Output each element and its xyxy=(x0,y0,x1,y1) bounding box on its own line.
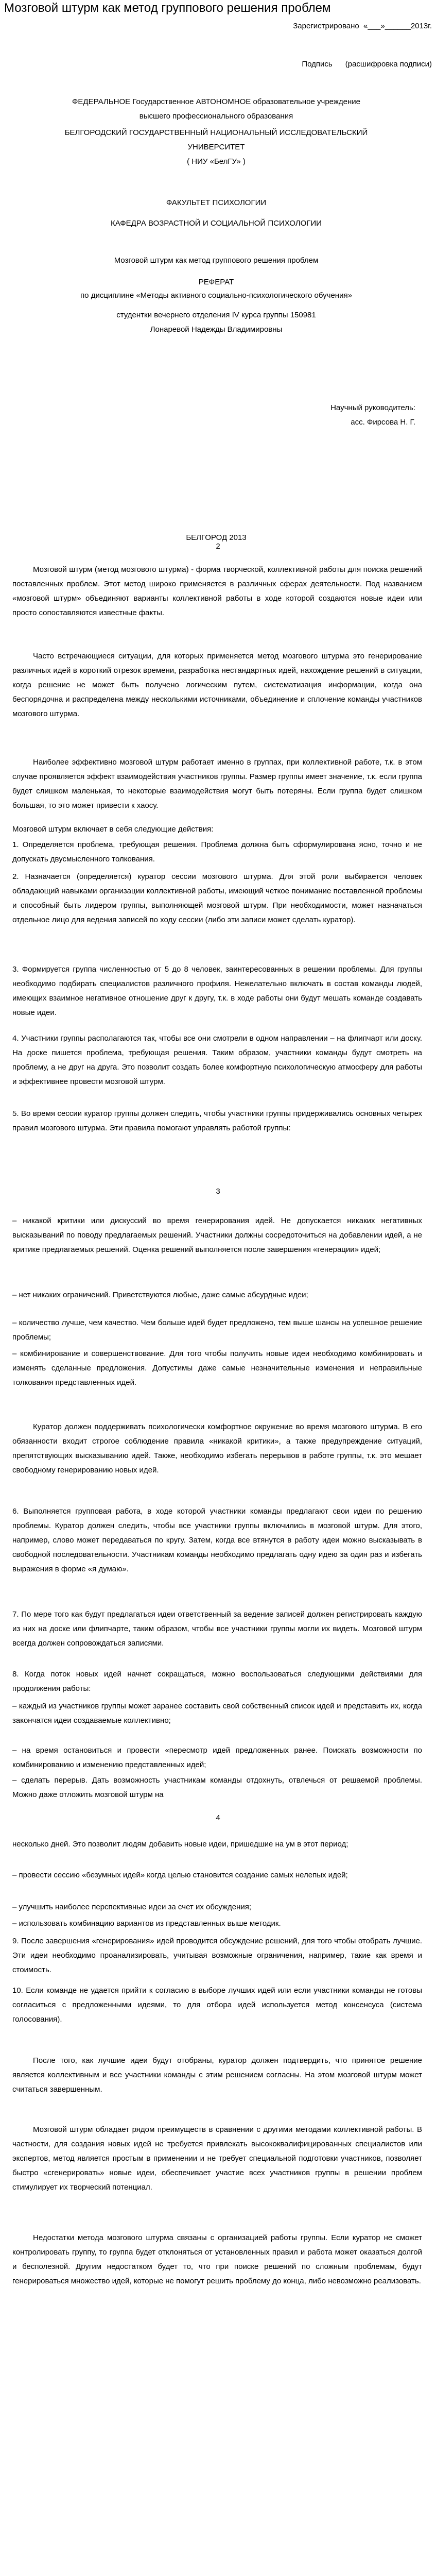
paragraph: – никакой критики или дискуссий во время генерирования идей. Не допускается никаких негативных высказываний по поводу предлагаемых решений. Участники должны сосредоточиться на добавлении идей, а не критике предлагаемых решений. Оценка решений выполняется после завершения «генерации» идей; xyxy=(12,1216,422,1254)
paragraph: – на время остановиться и провести «пересмотр идей предложенных ранее. Поискать возможности по комбинированию и изменению представленных идей; xyxy=(12,1746,422,1769)
paragraph: Мозговой штурм включает в себя следующие действия: xyxy=(12,825,214,834)
supervisor-info: Научный руководитель: асс. Фирсова Н. Г. xyxy=(330,403,415,427)
paragraph: 2. Назначается (определяется) куратор сессии мозгового штурма. Для этой роли выбирается человек обладающий навыками организации коллективной работы, имеющий четкое понимание поставленной проблемы и способный быть лидером группы, выполняющей мозговой штурм. При необходимости, может назначаться отдельное лицо для ведения записей по ходу сессии (либо эти записи может сделать куратор). xyxy=(12,872,422,924)
paragraph: 5. Во время сессии куратор группы должен следить, чтобы участники группы придерживались основных четырех правил мозгового штурма. Эти правила помогают управлять работой группы: xyxy=(12,1109,422,1132)
paragraph: Наиболее эффективно мозговой штурм работает именно в группах, при коллективной работе, т.к. в этом случае проявляется эффект взаимодействия участников группы. Размер группы имеет значение, т.к. если группа будет слишком маленькая, то некоторые взаимодействия могут быть потеряны. Если группа будет слишком большая, то это может привести к хаосу. xyxy=(12,758,422,810)
paragraph: Мозговой штурм обладает рядом преимуществ в сравнении с другими методами коллективной работы. В частности, для создания новых идей не требуется привлекать высококвалифицированных специалистов или экспертов, метод является простым в применении и не требует специальной подготовки участников, позволяет быстро «сгенерировать» новые идеи, обеспечивает участие всех участников группы в решении проблем стимулирует их творческий потенциал. xyxy=(12,2125,422,2192)
paragraph: – количество лучше, чем качество. Чем больше идей будет предложено, тем выше шансы на успешное решение проблемы; xyxy=(12,1318,422,1342)
city-year: БЕЛГОРОД 2013 xyxy=(186,533,247,542)
department-heading: КАФЕДРА ВОЗРАСТНОЙ И СОЦИАЛЬНОЙ ПСИХОЛОГИИ xyxy=(111,219,322,228)
ministry-heading: ФЕДЕРАЛЬНОЕ Государственное АВТОНОМНОЕ образовательное учреждение высшего профессионального образования xyxy=(72,97,360,121)
discipline-line: по дисциплине «Методы активного социально-психологического обучения» xyxy=(80,291,352,300)
paragraph: – комбинирование и совершенствование. Для того чтобы получить новые идеи необходимо комбинировать и изменять сделанные предложения. Допустимы даже самые незначительные изменения и неправильные толкования представленных идей. xyxy=(12,1349,422,1387)
paragraph: 6. Выполняется групповая работа, в ходе которой участники команды предлагают свои идеи по решению проблемы. Куратор должен следить, чтобы все участники группы включились в мозговой штурм. Для этого, например, слово может передаваться по кругу. Затем, когда все втянутся в работу идеи можно высказывать в свободной последовательности. Участникам команды необходимо предлагать одну идею за один раз и избегать выражения в форме «я думаю». xyxy=(12,1507,422,1573)
paragraph: – использовать комбинацию вариантов из представленных выше методик. xyxy=(12,1919,281,1928)
paragraph: – сделать перерыв. Дать возможность участникам команды отдохнуть, отвлечься от решаемой проблемы. Можно даже отложить мозговой штурм на xyxy=(12,1776,422,1799)
topic-line: Мозговой штурм как метод группового решения проблем xyxy=(114,256,319,265)
paragraph: Часто встречающиеся ситуации, для которых применяется метод мозгового штурма это генерирование различных идей в короткий отрезок времени, разработка нестандартных идей, нахождение решений в ситуации, когда решение не может быть получено логическим путем, систематизация информации, когда она беспорядочна и распределена между несколькими источниками, объединение и сплочение команды участников мозгового штурма. xyxy=(12,652,422,718)
paragraph: Недостатки метода мозгового штурма связаны с организацией работы группы. Если куратор не сможет контролировать группу, то группа будет отклоняться от установленных правил и работа может оказаться долгой и бесполезной. Другим недостатком будет то, что при поиске решений по сложным проблемам, будут генерироваться множество идей, которые не помогут решить проблему до конца, либо невозможно реализовать. xyxy=(12,2233,422,2285)
signature-line: Подпись (расшифровка подписи) xyxy=(302,60,432,69)
paragraph: 1. Определяется проблема, требующая решения. Проблема должна быть сформулирована ясно, точно и не допускать двусмысленного толкования. xyxy=(12,840,422,863)
paragraph: Куратор должен поддерживать психологически комфортное окружение во время мозгового штурма. В его обязанности входит строгое соблюдение правила «никакой критики», а также предупреждение ситуаций, препятствующих высказыванию идей. Также, необходимо избегать перерывов в работе группы, т.к. это мешает свободному генерированию новых идей. xyxy=(12,1422,422,1475)
paragraph: – нет никаких ограничений. Приветствуются любые, даже самые абсурдные идеи; xyxy=(12,1291,308,1299)
university-heading: БЕЛГОРОДСКИЙ ГОСУДАРСТВЕННЫЙ НАЦИОНАЛЬНЫЙ ИССЛЕДОВАТЕЛЬСКИЙ УНИВЕРСИТЕТ ( НИУ «БелГУ» ) xyxy=(64,128,368,166)
paragraph: – каждый из участников группы может заранее составить свой собственный список идей и представить их, когда закончатся идеи создаваемые коллективно; xyxy=(12,1702,422,1725)
paragraph: Мозговой штурм (метод мозгового штурма) - форма творческой, коллективной работы для поиска решений поставленных проблем. Этот метод широко применяется в различных сферах деятельности. Под названием «мозговой штурм» объединяют варианты коллективной работы в ходе которой создаются новые идеи или просто сопоставляются известные факты. xyxy=(12,565,422,617)
page-title: Мозговой штурм как метод группового решения проблем xyxy=(4,1,331,15)
page-number: 4 xyxy=(216,1814,220,1822)
paragraph: После того, как лучшие идеи будут отобраны, куратор должен подтвердить, что принятое решение является коллективным и все участники команды с этим решением согласны. На этом мозговой штурм может считаться завершенным. xyxy=(12,2056,422,2094)
paragraph: 4. Участники группы располагаются так, чтобы все они смотрели в одном направлении – на флипчарт или доску. На доске пишется проблема, требующая решения. Таким образом, участники команды будут смотреть на проблему, а не друг на друга. Это позволит создать более комфортную психологическую атмосферу для работы и эффективнее провести мозговой штурм. xyxy=(12,1034,422,1086)
paragraph: – улучшить наиболее перспективные идеи за счет их обсуждения; xyxy=(12,1903,252,1911)
paragraph: 9. После завершения «генерирования» идей проводится обсуждение решений, для того чтобы отобрать лучшие. Эти идеи необходимо проанализировать, учитывая возможные ограничения, например, такие как время и стоимость. xyxy=(12,1937,422,1974)
paragraph: несколько дней. Это позволит людям добавить новые идеи, пришедшие на ум в этот период; xyxy=(12,1840,348,1849)
page-number: 2 xyxy=(216,542,220,551)
student-info: студентки вечернего отделения IV курса группы 150981 Лонаревой Надежды Владимировны xyxy=(116,311,316,334)
paragraph: 8. Когда поток новых идей начнет сокращаться, можно воспользоваться следующими действиями для продолжения работы: xyxy=(12,1670,422,1693)
page-number: 3 xyxy=(216,1187,220,1196)
registration-line: Зарегистрировано «___»______2013г. xyxy=(293,22,432,30)
paragraph: 10. Если команде не удается прийти к согласию в выборе лучших идей или если участники команды не готовы согласиться с предложенными идеями, то для отбора идей используется метод консенсуса (система голосования). xyxy=(12,1986,422,2024)
work-type-heading: РЕФЕРАТ xyxy=(198,278,234,286)
paragraph: 3. Формируется группа численностью от 5 до 8 человек, заинтересованных в решении проблемы. Для группы необходимо подбирать специалистов различного профиля. Нежелательно включать в состав команды людей, имеющих взаимное негативное отношение друг к другу, т.к. в ходе работы они будут мешать команде создавать новые идеи. xyxy=(12,965,422,1017)
paragraph: 7. По мере того как будут предлагаться идеи ответственный за ведение записей должен регистрировать каждую из них на доске или флипчарте, таким образом, чтобы все участники группы могли их видеть. Мозговой штурм всегда должен сопровождаться записями. xyxy=(12,1610,422,1648)
paragraph: – провести сессию «безумных идей» когда целью становится создание самых нелепых идей; xyxy=(12,1871,348,1879)
faculty-heading: ФАКУЛЬТЕТ ПСИХОЛОГИИ xyxy=(166,198,267,207)
